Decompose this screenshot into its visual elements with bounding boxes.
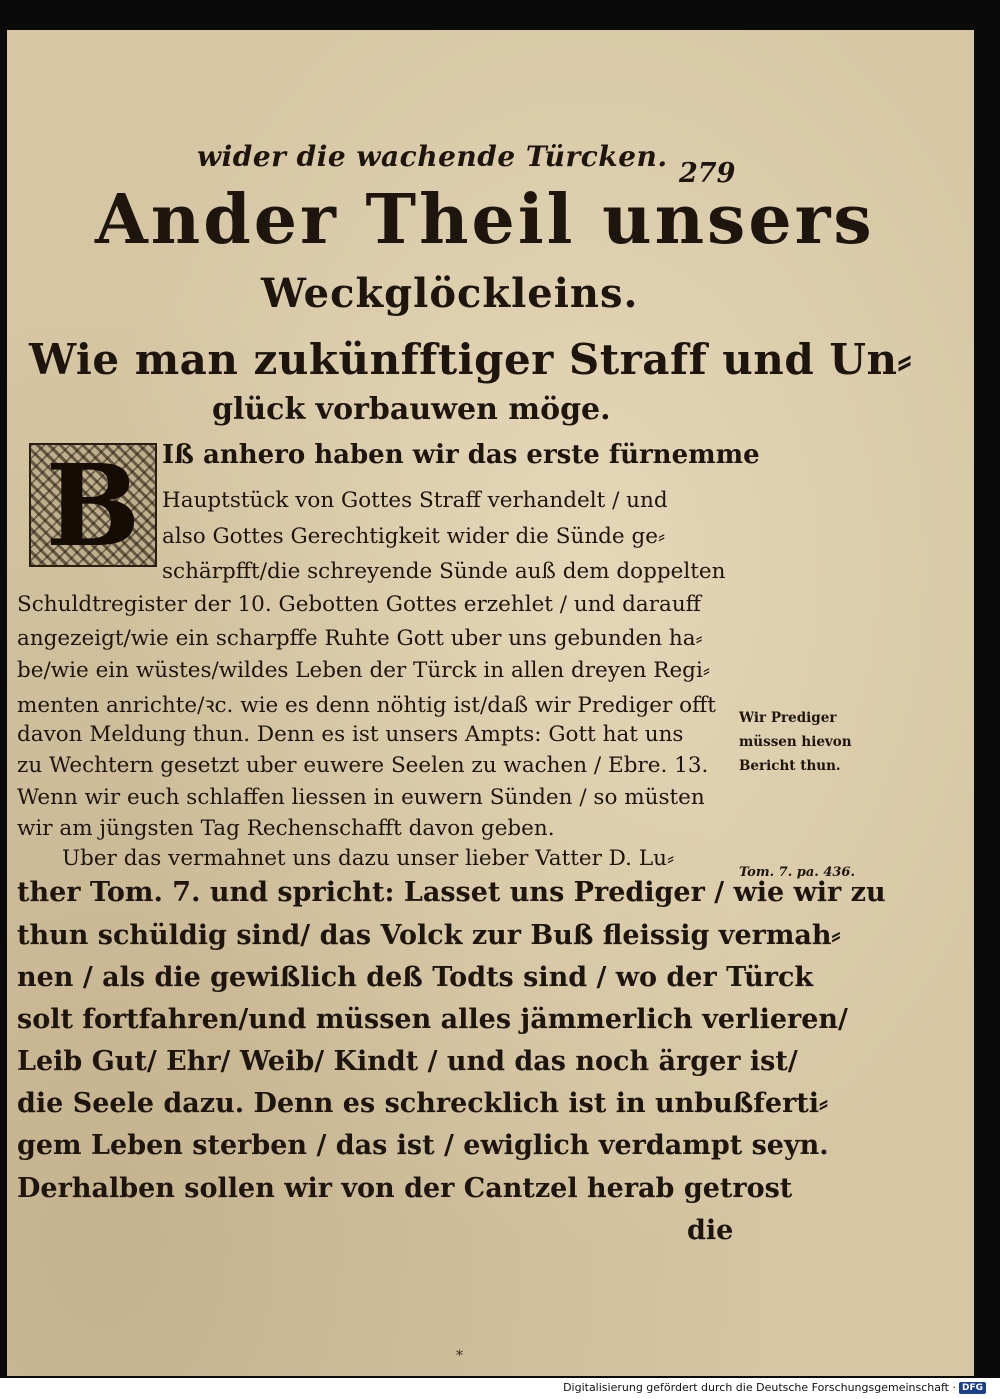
text-line: angezeigt/wie ein scharpffe Ruhte Gott uber uns gebunden ha⸗ — [17, 626, 703, 651]
dfg-logo: DFG — [959, 1382, 986, 1394]
text-line: also Gottes Gerechtigkeit wider die Sünde ge⸗ — [162, 524, 666, 549]
text-line: die Seele dazu. Denn es schrecklich ist in unbußferti⸗ — [17, 1088, 829, 1119]
text-line: Iß anhero haben wir das erste fürnemme — [162, 440, 760, 470]
section-heading-continued: glück vorbauwen möge. — [212, 392, 611, 427]
decorated-initial — [29, 441, 157, 572]
marginal-note-line: müssen hievon — [739, 734, 852, 750]
text-line: nen / als die gewißlich deß Todts sind / wo der Türck — [17, 962, 814, 993]
text-line: ther Tom. 7. und spricht: Lasset uns Prediger / wie wir zu — [17, 877, 886, 908]
text-line: Hauptstück von Gottes Straff verhandelt / und — [162, 488, 668, 513]
footer-credit-text: Digitalisierung gefördert durch die Deutsche Forschungsgemeinschaft · — [563, 1381, 956, 1394]
marginal-note-line: Wir Prediger — [739, 710, 837, 726]
chapter-title: Ander Theil unsers — [95, 180, 875, 260]
text-line: solt fortfahren/und müssen alles jämmerlich verlieren/ — [17, 1004, 848, 1035]
marginal-reference: Tom. 7. pa. 436. — [739, 865, 855, 880]
text-line: Uber das vermahnet uns dazu unser lieber Vatter D. Lu⸗ — [62, 846, 675, 871]
text-line: Wenn wir euch schlaffen liessen in euwern Sünden / so müsten — [17, 785, 705, 810]
text-line: Leib Gut/ Ehr/ Weib/ Kindt / und das noch ärger ist/ — [17, 1046, 798, 1077]
footer-credit — [563, 1381, 986, 1394]
book-page — [7, 30, 974, 1376]
text-line: Schuldtregister der 10. Gebotten Gottes erzehlet / und darauff — [17, 592, 701, 617]
initial-letter: B — [45, 441, 141, 572]
section-heading: Wie man zukünfftiger Straff und Un⸗ — [29, 335, 912, 384]
text-line: Derhalben sollen wir von der Cantzel herab getrost — [17, 1173, 793, 1204]
chapter-title-continued: Weckglöckleins. — [261, 270, 639, 317]
catchword: die — [687, 1215, 734, 1246]
text-line: gem Leben sterben / das ist / ewiglich verdampt seyn. — [17, 1130, 829, 1161]
text-line: davon Meldung thun. Denn es ist unsers Ampts: Gott hat uns — [17, 722, 684, 747]
page-number: 279 — [679, 158, 736, 189]
text-line: schärpfft/die schreyende Sünde auß dem doppelten — [162, 559, 726, 584]
marginal-note — [739, 706, 852, 778]
running-head: wider die wachende Türcken. — [197, 140, 668, 173]
marginal-note-line: Bericht thun. — [739, 758, 841, 774]
page-mark: * — [456, 1348, 463, 1364]
text-line: be/wie ein wüstes/wildes Leben der Türck in allen dreyen Regi⸗ — [17, 658, 710, 683]
text-line: zu Wechtern gesetzt uber euwere Seelen zu wachen / Ebre. 13. — [17, 753, 709, 778]
text-line: wir am jüngsten Tag Rechenschafft davon geben. — [17, 816, 555, 841]
text-line: thun schüldig sind/ das Volck zur Buß fleissig vermah⸗ — [17, 920, 841, 951]
text-line: menten anrichte/ꝛc. wie es denn nöhtig ist/daß wir Prediger offt — [17, 693, 716, 718]
